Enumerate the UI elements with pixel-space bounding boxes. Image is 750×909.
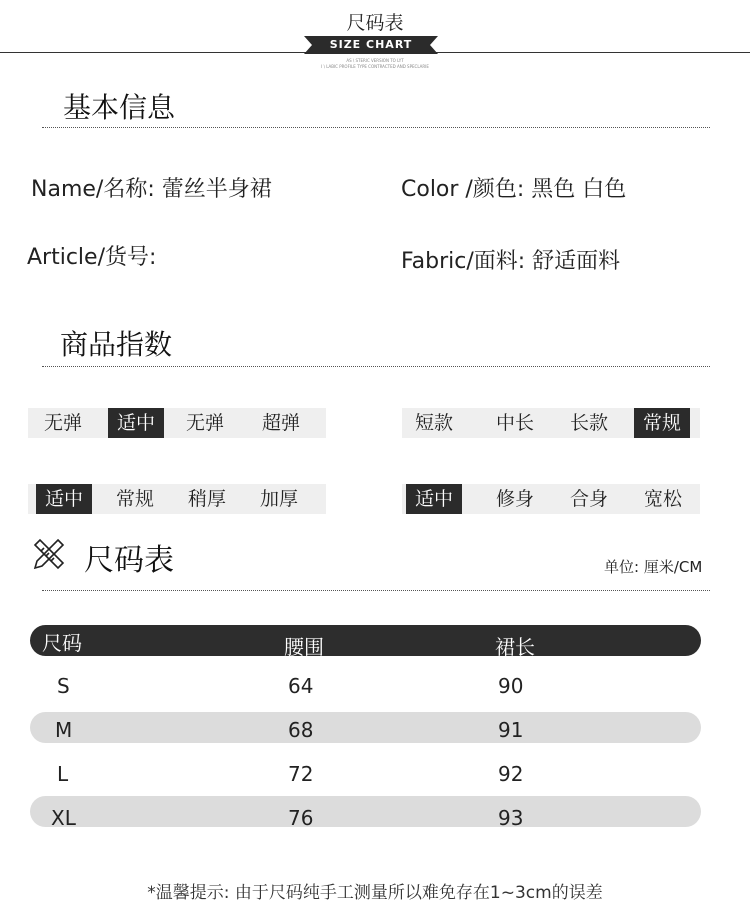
index-option: 稍厚 [187, 488, 226, 510]
size-cell: L [57, 762, 69, 786]
size-cell: XL [51, 806, 76, 830]
index-option: 中长 [495, 412, 534, 434]
index-option: 无弹 [185, 412, 224, 434]
unit-label: 单位: 厘米/CM [604, 558, 703, 576]
size-cell: M [55, 718, 73, 742]
waist-cell: 64 [288, 674, 314, 698]
index-option-selected: 适中 [406, 484, 462, 514]
index-option: 合身 [569, 488, 608, 510]
waist-cell: 68 [288, 718, 314, 742]
index-option-selected: 适中 [108, 408, 164, 438]
banner-subtext-1: AS \ STERIC VERSION TO LYT [346, 58, 404, 63]
length-cell: 93 [498, 806, 524, 830]
index-option: 长款 [569, 412, 608, 434]
dotted-divider [42, 590, 710, 591]
product-index-heading: 商品指数 [60, 328, 173, 361]
product-color: Color /颜色: 黑色 白色 [401, 177, 627, 202]
waist-cell: 76 [288, 806, 314, 830]
product-name: Name/名称: 蕾丝半身裙 [31, 177, 272, 202]
length-cell: 91 [498, 718, 524, 742]
row-stripe [30, 796, 701, 827]
page-title: 尺码表 [346, 12, 404, 34]
index-row-elasticity [28, 408, 326, 438]
product-article: Article/货号: [27, 245, 157, 270]
product-fabric: Fabric/面料: 舒适面料 [401, 249, 621, 274]
column-header: 裙长 [495, 635, 535, 659]
waist-cell: 72 [288, 762, 314, 786]
length-cell: 92 [498, 762, 524, 786]
ruler-pencil-icon [32, 537, 66, 571]
index-option: 加厚 [259, 488, 298, 510]
size-cell: S [57, 674, 70, 698]
index-option: 超弹 [261, 412, 300, 434]
index-option-selected: 常规 [634, 408, 690, 438]
column-header: 尺码 [42, 631, 82, 655]
dotted-divider [42, 127, 710, 128]
index-row-length [402, 408, 700, 438]
index-option: 无弹 [43, 412, 82, 434]
column-header: 腰围 [284, 635, 324, 659]
index-option: 短款 [414, 412, 453, 434]
dotted-divider [42, 366, 710, 367]
index-option: 常规 [115, 488, 154, 510]
row-stripe [30, 712, 701, 743]
basic-info-heading: 基本信息 [63, 91, 176, 124]
index-row-thickness [28, 484, 326, 514]
size-chart-banner-label: SIZE CHART [329, 38, 413, 51]
size-chart-heading: 尺码表 [84, 543, 174, 578]
measurement-note: *温馨提示: 由于尺码纯手工测量所以难免存在1~3cm的误差 [147, 883, 603, 903]
index-option: 修身 [495, 488, 534, 510]
banner-subtext-2: I \ LABIC PROFILE TYPE CONTRACTED AND SPECLARIE [321, 64, 429, 69]
index-option: 宽松 [643, 488, 682, 510]
length-cell: 90 [498, 674, 524, 698]
index-row-fit [402, 484, 700, 514]
index-option-selected: 适中 [36, 484, 92, 514]
size-table-header [30, 625, 701, 656]
